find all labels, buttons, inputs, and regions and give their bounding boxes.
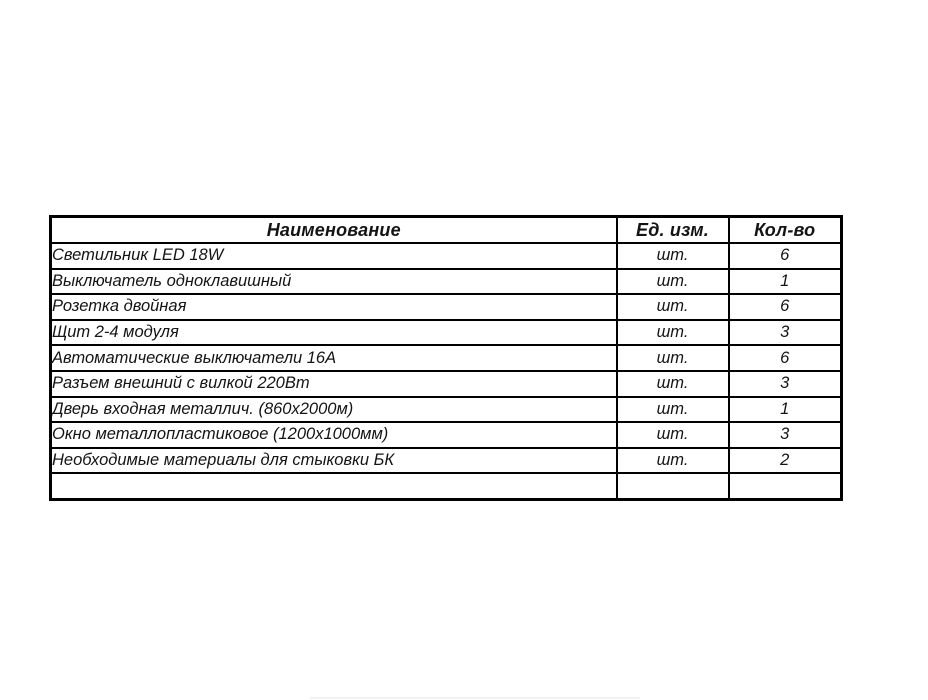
item-unit-cell: шт. — [617, 371, 729, 397]
item-unit-cell: шт. — [617, 345, 729, 371]
item-name-cell: Необходимые материалы для стыковки БК — [51, 448, 617, 474]
item-qty-cell: 3 — [729, 422, 842, 448]
item-qty-cell: 6 — [729, 243, 842, 269]
table-row — [51, 243, 842, 269]
column-header-unit: Ед. изм. — [617, 217, 729, 244]
table-row — [51, 269, 842, 295]
item-unit-cell: шт. — [617, 320, 729, 346]
item-unit-cell: шт. — [617, 269, 729, 295]
scan-artifact-line — [310, 697, 640, 699]
item-qty-cell: 6 — [729, 294, 842, 320]
table-row — [51, 320, 842, 346]
header-row — [51, 217, 842, 244]
table-row — [51, 294, 842, 320]
column-header-qty: Кол-во — [729, 217, 842, 244]
item-name-cell: Выключатель одноклавишный — [51, 269, 617, 295]
item-name-cell: Окно металлопластиковое (1200х1000мм) — [51, 422, 617, 448]
table-row — [51, 422, 842, 448]
item-unit-cell — [617, 473, 729, 499]
table-row — [51, 448, 842, 474]
item-unit-cell: шт. — [617, 448, 729, 474]
item-unit-cell: шт. — [617, 422, 729, 448]
item-name-cell: Дверь входная металлич. (860х2000м) — [51, 397, 617, 423]
item-name-cell: Светильник LED 18W — [51, 243, 617, 269]
item-qty-cell — [729, 473, 842, 499]
item-name-cell: Щит 2-4 модуля — [51, 320, 617, 346]
table-row — [51, 371, 842, 397]
item-qty-cell: 6 — [729, 345, 842, 371]
materials-table — [49, 215, 843, 501]
item-qty-cell: 2 — [729, 448, 842, 474]
item-name-cell: Разъем внешний с вилкой 220Вт — [51, 371, 617, 397]
item-qty-cell: 1 — [729, 269, 842, 295]
item-qty-cell: 3 — [729, 320, 842, 346]
item-name-cell: Автоматические выключатели 16А — [51, 345, 617, 371]
table-row — [51, 345, 842, 371]
item-name-cell — [51, 473, 617, 499]
item-unit-cell: шт. — [617, 243, 729, 269]
item-name-cell: Розетка двойная — [51, 294, 617, 320]
column-header-name: Наименование — [51, 217, 617, 244]
item-unit-cell: шт. — [617, 397, 729, 423]
item-qty-cell: 1 — [729, 397, 842, 423]
table-row — [51, 473, 842, 499]
item-qty-cell: 3 — [729, 371, 842, 397]
table-row — [51, 397, 842, 423]
item-unit-cell: шт. — [617, 294, 729, 320]
